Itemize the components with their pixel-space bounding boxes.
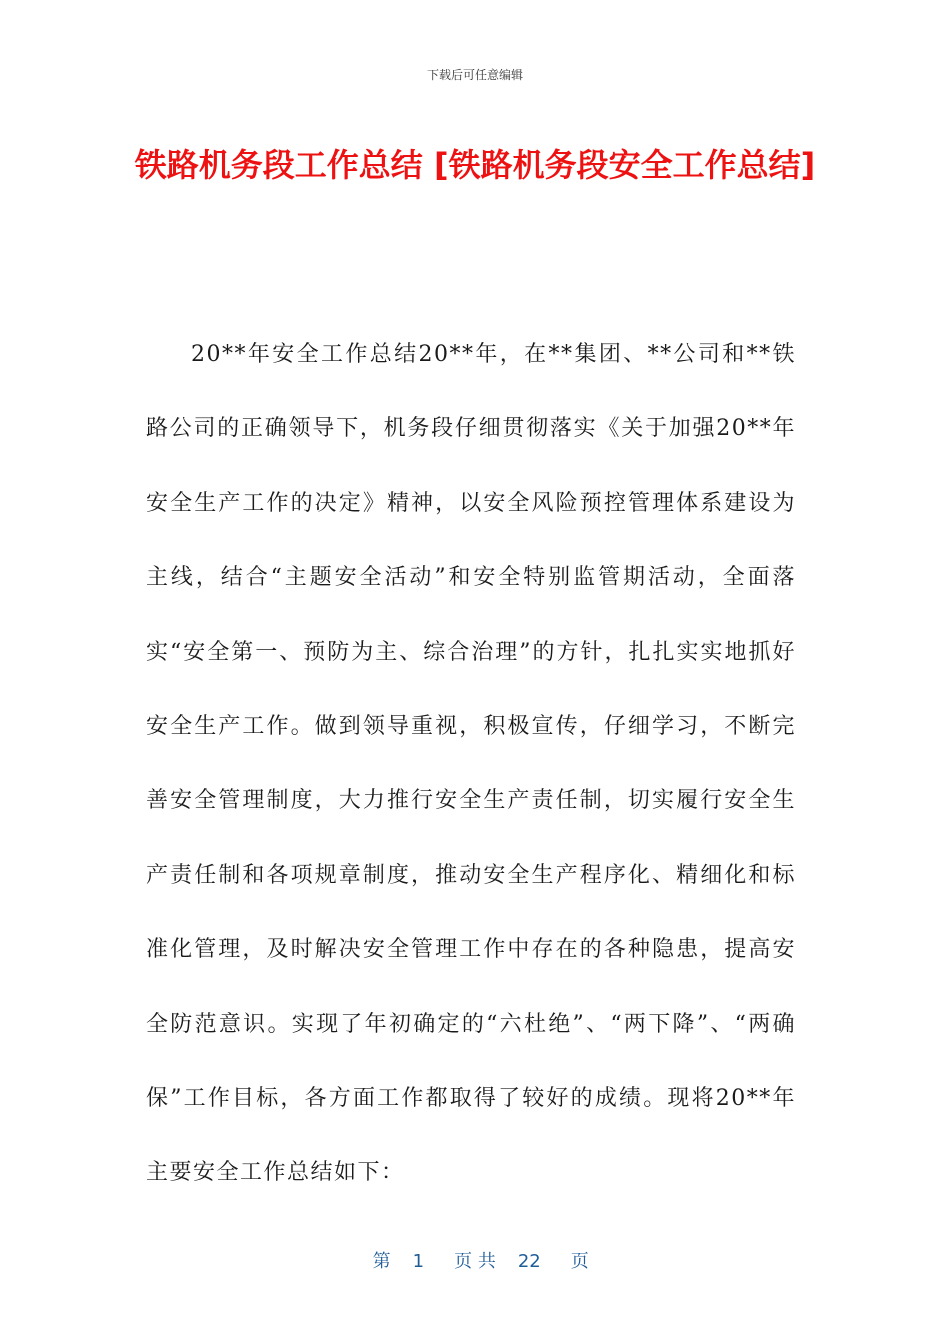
footer-page-number: 1 (412, 1251, 425, 1272)
footer-total-pages: 22 (517, 1251, 541, 1272)
page-footer (0, 1226, 950, 1273)
header-note: 下载后可任意编辑 (426, 68, 523, 82)
body-paragraph: 20**年安全工作总结20**年，在**集团、**公司和**铁路公司的正确领导下，机务段仔细贯彻落实《关于加强20**年安全生产工作的决定》精神，以安全风险预控管理体系建设为主线，结合“主题安全活动”和安全特别监管期活动，全面落实“安全第一、预防为主、综合治理”的方针，扎扎实实地抓好安全生产工作。做到领导重视，积极宣传，仔细学习，不断完善安全管理制度，大力推行安全生产责任制，切实履行安全生产责任制和各项规章制度，推动安全生产程序化、精细化和标准化管理，及时解决安全管理工作中存在的各种隐患，提高安全防范意识。实现了年初确定的“六杜绝”、“两下降”、“两确保”工作目标，各方面工作都取得了较好的成绩。现将20**年主要安全工作总结如下： (146, 342, 796, 1186)
document-title: 铁路机务段工作总结 [铁路机务段安全工作总结] (134, 146, 816, 184)
footer-page-middle: 页 共 (454, 1251, 496, 1272)
footer-page-prefix: 第 (372, 1251, 391, 1272)
footer-page-suffix: 页 (570, 1251, 589, 1272)
